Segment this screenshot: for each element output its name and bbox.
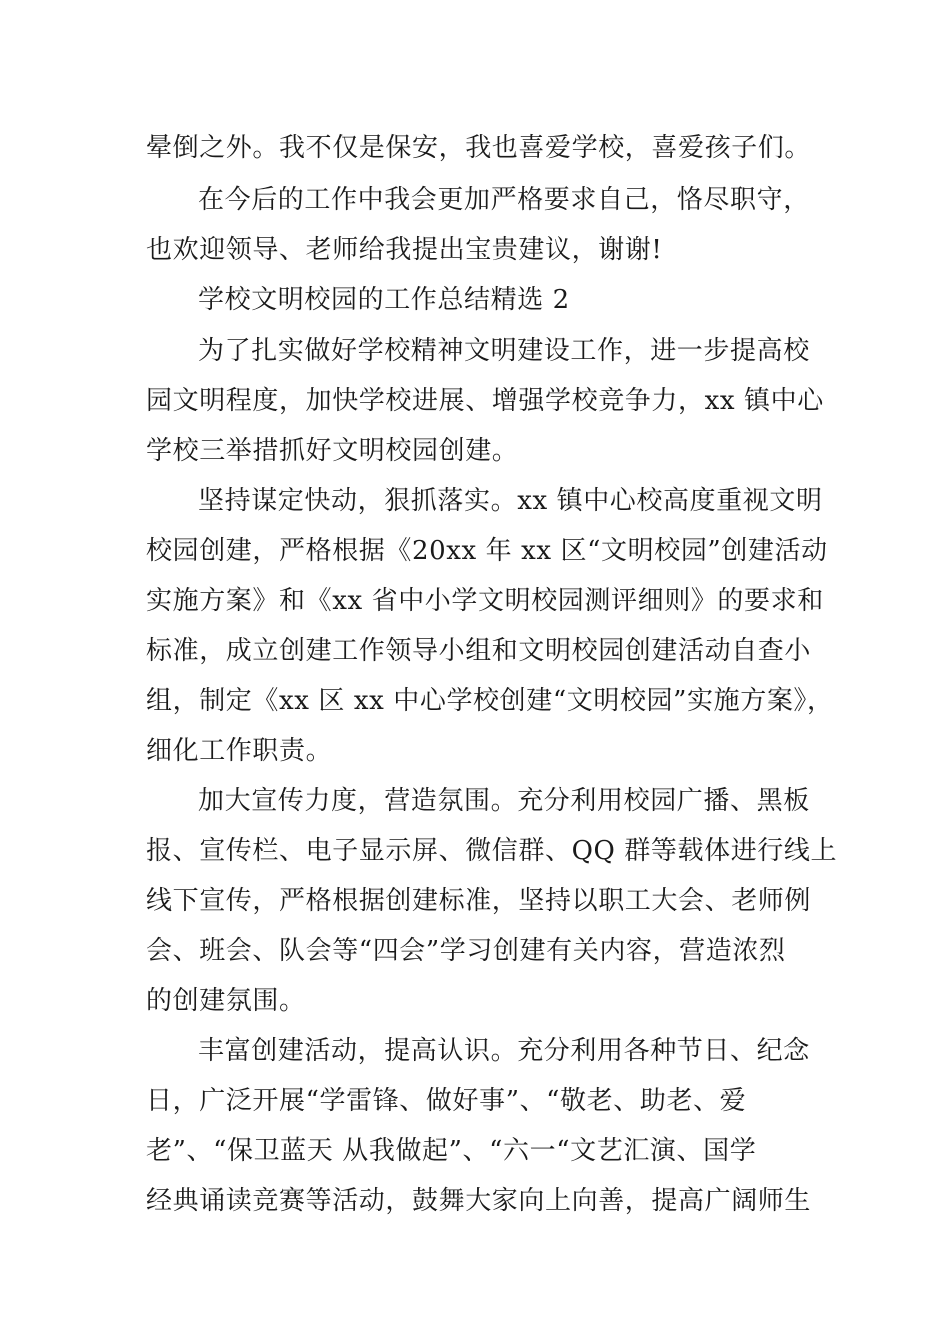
paragraph-line: 报、宣传栏、电子显示屏、微信群、QQ 群等载体进行线上 [146,836,838,866]
paragraph-line: 日，广泛开展“学雷锋、做好事”、“敬老、助老、爱 [146,1086,747,1116]
paragraph-line: 实施方案》和《xx 省中小学文明校园测评细则》的要求和 [146,586,824,616]
paragraph-line: 为了扎实做好学校精神文明建设工作，进一步提高校 [198,336,810,366]
paragraph-line: 老”、“保卫蓝天 从我做起”、“六一“文艺汇演、国学 [146,1136,757,1166]
paragraph-line: 也欢迎领导、老师给我提出宝贵建议，谢谢! [146,235,663,265]
paragraph-line: 校园创建，严格根据《20xx 年 xx 区“文明校园”创建活动 [146,536,828,566]
paragraph-line: 晕倒之外。我不仅是保安，我也喜爱学校，喜爱孩子们。 [146,133,812,163]
paragraph-line: 会、班会、队会等“四会”学习创建有关内容，营造浓烈 [146,936,786,966]
paragraph-line: 的创建氛围。 [146,986,306,1016]
paragraph-line: 学校三举措抓好文明校园创建。 [146,436,519,466]
paragraph-line: 在今后的工作中我会更加严格要求自己，恪尽职守， [198,185,810,215]
paragraph-line: 组，制定《xx 区 xx 中心学校创建“文明校园”实施方案》， [146,686,834,716]
paragraph-line: 丰富创建活动，提高认识。充分利用各种节日、纪念 [198,1036,810,1066]
paragraph-line: 加大宣传力度，营造氛围。充分利用校园广播、黑板 [198,786,810,816]
section-heading: 学校文明校园的工作总结精选 2 [198,285,570,315]
paragraph-line: 线下宣传，严格根据创建标准，坚持以职工大会、老师例 [146,886,812,916]
paragraph-line: 坚持谋定快动，狠抓落实。xx 镇中心校高度重视文明 [198,486,823,516]
paragraph-line: 标准，成立创建工作领导小组和文明校园创建活动自查小 [146,636,812,666]
paragraph-line: 细化工作职责。 [146,736,333,766]
paragraph-line: 经典诵读竞赛等活动，鼓舞大家向上向善，提高广阔师生 [146,1186,812,1216]
paragraph-line: 园文明程度，加快学校进展、增强学校竞争力，xx 镇中心 [146,386,824,416]
